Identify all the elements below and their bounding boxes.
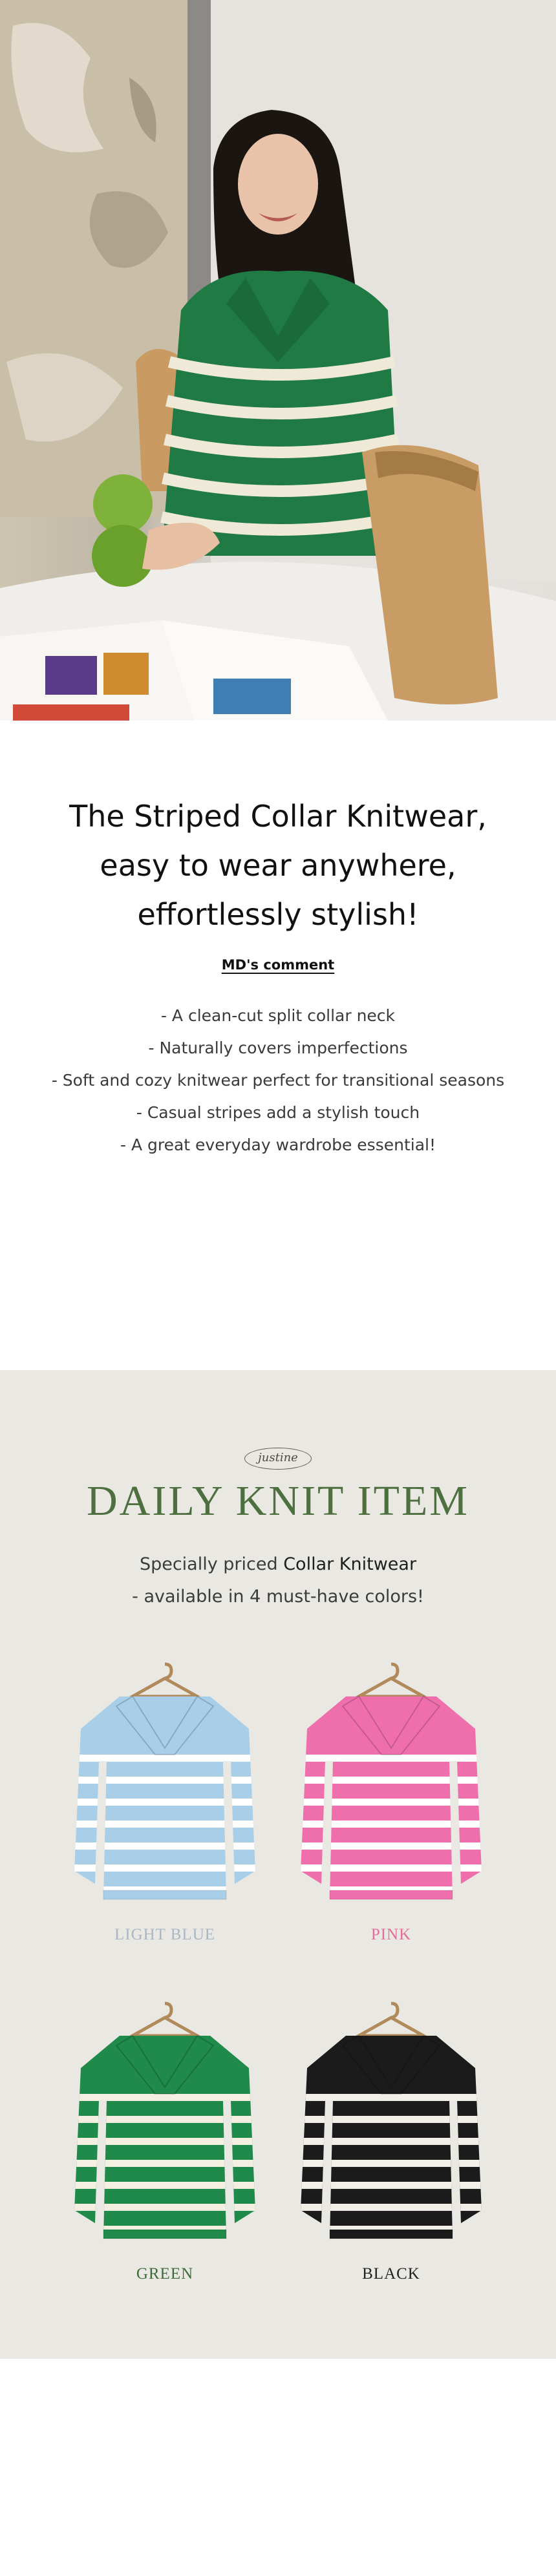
md-comment-title: MD's comment <box>221 957 335 973</box>
sweater-hem <box>330 2230 453 2239</box>
color-label: BLACK <box>362 2265 420 2283</box>
hanger-icon <box>359 2003 423 2036</box>
stripe <box>288 2116 495 2123</box>
stripe <box>288 2182 495 2189</box>
hanger-icon <box>359 1664 423 1696</box>
color-label: LIGHT BLUE <box>114 1926 216 1943</box>
product-item-black[interactable] <box>288 1997 495 2307</box>
stripe <box>61 2138 268 2145</box>
stripe <box>61 1864 268 1872</box>
headline-line: easy to wear anywhere, <box>100 848 456 883</box>
product-item-green[interactable] <box>61 1997 268 2307</box>
stripe <box>288 2204 495 2211</box>
list-item: - Naturally covers imperfections <box>148 1039 408 1057</box>
stripe <box>288 1821 495 1828</box>
stripe <box>61 1777 268 1784</box>
list-item: - Casual stripes add a stylish touch <box>136 1103 420 1122</box>
list-item: - A great everyday wardrobe essential! <box>120 1135 436 1154</box>
list-item: - Soft and cozy knitwear perfect for transitional seasons <box>51 1071 505 1090</box>
subtitle-colors: - available in 4 must-have colors! <box>132 1587 424 1607</box>
sweater-image <box>61 1658 268 1916</box>
sweater-hem <box>103 1890 226 1899</box>
hanger-icon <box>133 2003 197 2036</box>
headline <box>26 792 530 939</box>
stripe <box>61 2160 268 2167</box>
hanger-icon <box>133 1664 197 1696</box>
sweater-hem <box>103 2230 226 2239</box>
stripe <box>61 1799 268 1806</box>
product-item-pink[interactable] <box>288 1658 495 1968</box>
stripe <box>61 1755 268 1762</box>
color-label: GREEN <box>136 2265 194 2283</box>
list-item: - A clean-cut split collar neck <box>160 1006 396 1025</box>
stripe <box>61 2094 268 2101</box>
md-comment-list <box>0 1000 556 1161</box>
brand-badge: justine <box>244 1448 312 1470</box>
stripe <box>61 1842 268 1850</box>
headline-line: effortlessly stylish! <box>137 897 419 932</box>
stripe <box>288 1777 495 1784</box>
stripe <box>288 1799 495 1806</box>
daily-knit-section <box>0 1370 556 2359</box>
stripe <box>288 1842 495 1850</box>
subtitle: Specially priced Collar Knitwear <box>139 1554 417 1574</box>
section-title: DAILY KNIT ITEM <box>87 1477 469 1525</box>
color-label: PINK <box>370 1926 412 1943</box>
headline-line: The Striped Collar Knitwear, <box>69 799 487 834</box>
stripe <box>61 2116 268 2123</box>
stripe <box>288 2160 495 2167</box>
stripe <box>288 1755 495 1762</box>
stripe <box>61 2182 268 2189</box>
stripe <box>288 1864 495 1872</box>
sweater-image <box>61 1997 268 2255</box>
hero-photo <box>0 0 556 721</box>
stripe <box>61 1821 268 1828</box>
hero-illustration <box>0 0 556 721</box>
stripe <box>61 2204 268 2211</box>
sweater-image <box>288 1997 495 2255</box>
intro-section <box>0 721 556 1370</box>
stripe <box>288 2094 495 2101</box>
sweater-hem <box>330 1890 453 1899</box>
sweater-image <box>288 1658 495 1916</box>
product-item-light-blue[interactable] <box>61 1658 268 1968</box>
stripe <box>288 2138 495 2145</box>
